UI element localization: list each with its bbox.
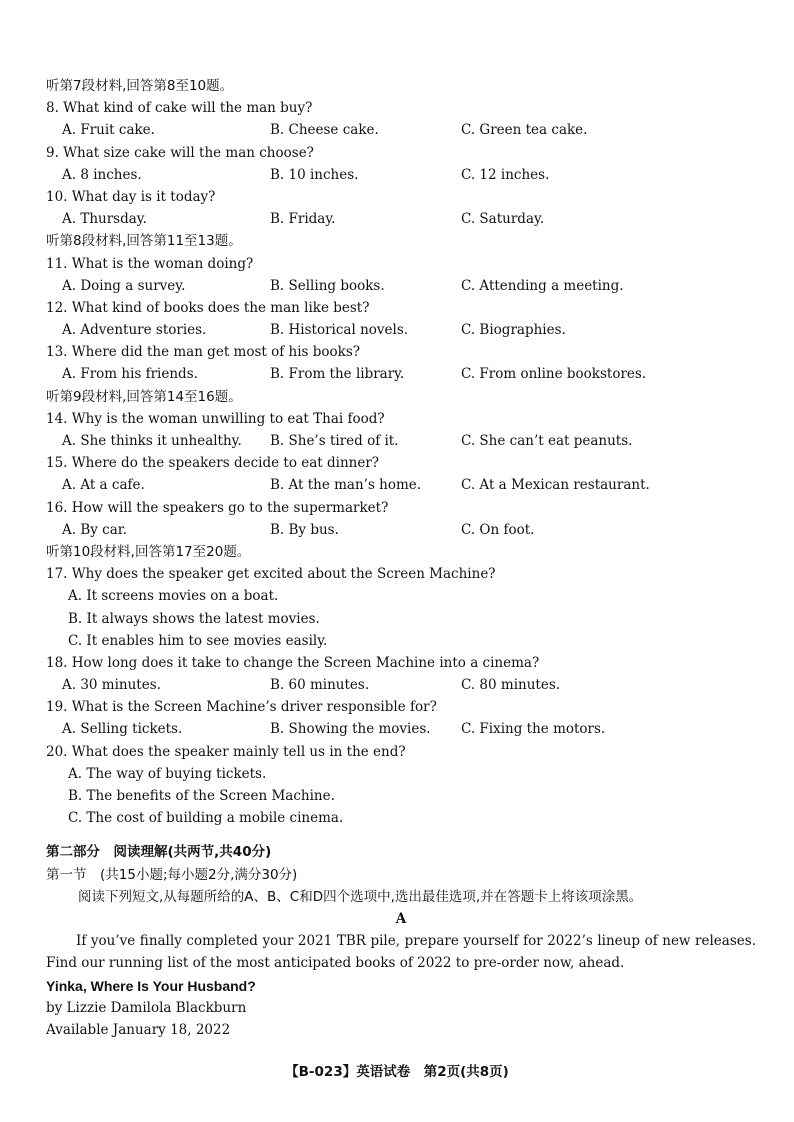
options-12	[46, 319, 756, 341]
option-a: A. Selling tickets.	[62, 721, 183, 738]
page-footer: 【B-023】英语试卷 第2页(共8页)	[285, 1064, 509, 1080]
question-19: 19. What is the Screen Machine’s driver responsible for?	[46, 699, 437, 716]
option-b: B. From the library.	[270, 366, 405, 383]
book-title: Yinka, Where Is Your Husband?	[46, 977, 256, 994]
option-c: C. 12 inches.	[461, 166, 550, 183]
passage-intro: If you’ve finally completed your 2021 TBR pile, prepare yourself for 2022’s lineup of new releases. Find our running list of the most anticipated books of 2022 to pre-order now, ahead.	[46, 933, 756, 972]
option-c: C. 80 minutes.	[461, 677, 561, 694]
option-a: A. By car.	[62, 521, 128, 538]
options-16	[46, 519, 756, 541]
option-b: B. Selling books.	[270, 277, 385, 294]
part2-section1: 第一节 (共15小题;每小题2分,满分30分)	[46, 866, 298, 883]
options-8	[46, 119, 756, 141]
option-b: B. 60 minutes.	[270, 677, 370, 694]
option-c: C. At a Mexican restaurant.	[461, 477, 650, 494]
question-17: 17. Why does the speaker get excited about the Screen Machine?	[46, 566, 496, 583]
option-b: B. The benefits of the Screen Machine.	[68, 788, 335, 804]
option-b: B. Cheese cake.	[270, 122, 379, 139]
option-c: C. It enables him to see movies easily.	[68, 632, 328, 649]
option-b: B. Showing the movies.	[270, 721, 431, 738]
question-13: 13. Where did the man get most of his books?	[46, 344, 360, 361]
section-heading-8: 听第8段材料,回答第11至13题。	[46, 233, 242, 250]
option-a: A. She thinks it unhealthy.	[62, 433, 242, 449]
option-b: B. Historical novels.	[270, 322, 409, 339]
question-11: 11. What is the woman doing?	[46, 255, 254, 272]
book-available: Available January 18, 2022	[46, 1021, 231, 1038]
question-18: 18. How long does it take to change the Screen Machine into a cinema?	[46, 654, 540, 671]
exam-page	[46, 75, 756, 1041]
options-13	[46, 363, 756, 385]
question-15: 15. Where do the speakers decide to eat dinner?	[46, 455, 380, 472]
options-9	[46, 164, 756, 186]
question-20: 20. What does the speaker mainly tell us in the end?	[46, 743, 406, 760]
option-a: A. 8 inches.	[62, 166, 142, 183]
part2-instruction: 阅读下列短文,从每题所给的A、B、C和D四个选项中,选出最佳选项,并在答题卡上将该项涂黑。	[78, 888, 643, 905]
section-heading-9: 听第9段材料,回答第14至16题。	[46, 388, 242, 405]
section-heading-10: 听第10段材料,回答第17至20题。	[46, 543, 251, 560]
option-c: C. Biographies.	[461, 322, 566, 339]
option-a: A. Fruit cake.	[62, 122, 155, 139]
book-author: by Lizzie Damilola Blackburn	[46, 999, 247, 1016]
option-c: C. On foot.	[461, 521, 535, 538]
section-heading-7: 听第7段材料,回答第8至10题。	[46, 78, 234, 94]
option-a: A. It screens movies on a boat.	[68, 588, 279, 605]
option-c: C. The cost of building a mobile cinema.	[68, 810, 344, 827]
option-a: A. Thursday.	[62, 211, 147, 228]
option-c: C. From online bookstores.	[461, 366, 647, 383]
option-c: C. Green tea cake.	[461, 122, 588, 139]
options-10	[46, 208, 756, 230]
spacer	[46, 829, 756, 841]
options-15	[46, 474, 756, 496]
option-c: C. Fixing the motors.	[461, 721, 606, 738]
option-a: A. At a cafe.	[62, 477, 145, 494]
part2-title: 第二部分 阅读理解(共两节,共40分)	[46, 844, 272, 861]
options-11	[46, 275, 756, 297]
option-a: A. From his friends.	[62, 366, 198, 383]
option-a: A. The way of buying tickets.	[68, 765, 267, 782]
question-12: 12. What kind of books does the man like best?	[46, 299, 370, 316]
question-8: 8. What kind of cake will the man buy?	[46, 100, 313, 117]
option-b: B. She’s tired of it.	[270, 433, 399, 449]
question-14: 14. Why is the woman unwilling to eat Thai food?	[46, 410, 385, 427]
passage-label: A	[395, 910, 407, 927]
option-c: C. Attending a meeting.	[461, 277, 624, 294]
question-9: 9. What size cake will the man choose?	[46, 144, 314, 161]
option-b: B. At the man’s home.	[270, 477, 422, 494]
option-b: B. It always shows the latest movies.	[68, 610, 320, 627]
option-a: A. Doing a survey.	[62, 277, 186, 294]
question-16: 16. How will the speakers go to the supermarket?	[46, 499, 389, 516]
options-19	[46, 718, 756, 740]
option-c: C. She can’t eat peanuts.	[461, 433, 633, 449]
option-a: A. 30 minutes.	[62, 677, 161, 694]
option-b: B. By bus.	[270, 521, 339, 538]
option-b: B. Friday.	[270, 211, 336, 228]
option-c: C. Saturday.	[461, 211, 545, 228]
option-b: B. 10 inches.	[270, 166, 359, 183]
options-14	[46, 430, 756, 452]
options-18	[46, 674, 756, 696]
question-10: 10. What day is it today?	[46, 188, 216, 205]
option-a: A. Adventure stories.	[62, 322, 207, 339]
